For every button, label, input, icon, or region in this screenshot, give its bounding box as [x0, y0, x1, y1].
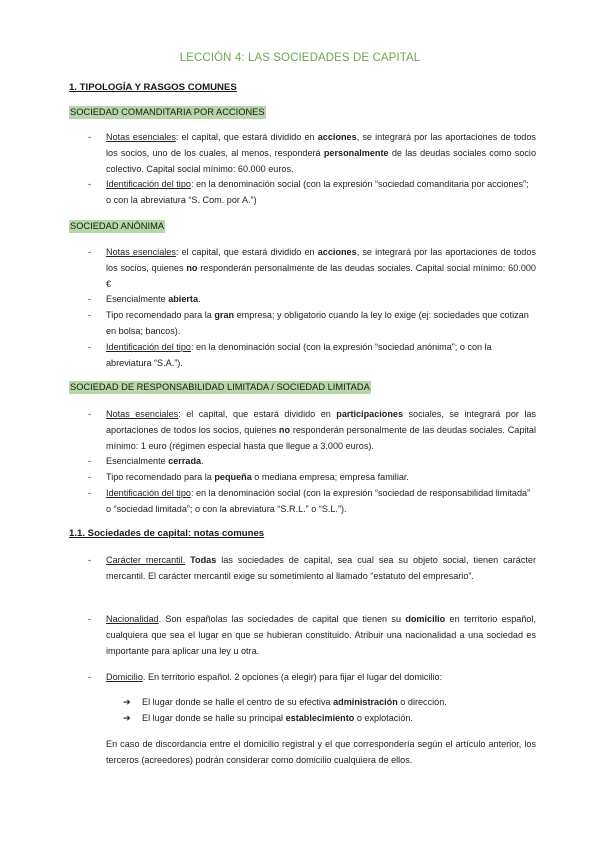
list-item: - Domicilio. En territorio español. 2 opciones (a elegir) para fijar el lugar del domicilio: [88, 670, 536, 686]
domicilio-options [123, 694, 543, 726]
list-item: - Esencialmente abierta. [88, 292, 536, 308]
page-title: LECCIÓN 4: LAS SOCIEDADES DE CAPITAL [179, 52, 421, 64]
arrow-right-icon: ➔ [123, 697, 131, 707]
list-item: - Nacionalidad. Son españolas las sociedades de capital que tienen su domicilio en territorio español, cualquiera que sea el lugar en que se hubieran constituido. Atribuir una nacionalidad a una sociedad es importante para aplicar una ley u otra. [88, 614, 536, 656]
dash-bullet: - [88, 341, 92, 352]
list-sociedad-comanditaria [88, 130, 536, 209]
list-item: ➔ El lugar donde se halle su principal establecimiento o explotación. [123, 710, 543, 726]
list-item: - Tipo recomendado para la gran empresa; y obligatorio cuando la ley lo exige (ej: sociedades que cotizan en bolsa; bancos). [88, 310, 529, 336]
list-sociedad-limitada [88, 407, 536, 518]
section-heading-tipologia: 1. TIPOLOGÍA Y RASGOS COMUNES [69, 82, 237, 93]
dash-bullet: - [88, 247, 92, 257]
dash-bullet: - [88, 409, 92, 419]
list-item: - Identificación del tipo: en la denominación social (con la expresión “sociedad anónima”; o con la abreviatura “S.A.”). [88, 341, 492, 368]
dash-bullet: - [88, 487, 92, 498]
list-item: - Notas esenciales: el capital, que estará dividido en acciones, se integrará por las aportaciones de todos los socios, quienes no responderán personalmente de las deudas sociales. Capital social mínimo: 60.000 € [88, 247, 536, 289]
list-item: ➔ El lugar donde se halle el centro de su efectiva administración o dirección. [123, 694, 543, 710]
heading-sociedad-comanditaria: SOCIEDAD COMANDITARIA POR ACCIONES [70, 107, 265, 117]
dash-bullet: - [88, 555, 92, 565]
list-item: - Esencialmente cerrada. [88, 454, 536, 470]
list-nacionalidad [88, 612, 536, 659]
dash-bullet: - [88, 294, 92, 305]
heading-sociedad-limitada: SOCIEDAD DE RESPONSABILIDAD LIMITADA / SOCIEDAD LIMITADA [70, 382, 370, 392]
domicilio-paragraph: En caso de discordancia entre el domicilio registral y el que correspondería según el artículo anterior, los terceros (acreedores) podrán considerar como domicilio cualquiera de ellos. [106, 739, 536, 765]
dash-bullet: - [88, 179, 92, 190]
list-notas-comunes [88, 553, 536, 585]
heading-sociedad-anonima: SOCIEDAD ANÓNIMA [70, 221, 165, 231]
dash-bullet: - [88, 456, 92, 467]
dash-bullet: - [88, 672, 92, 682]
list-domicilio [88, 670, 536, 686]
list-item: - Identificación del tipo: en la denominación social (con la expresión “sociedad comanditaria por acciones”; o con la abreviatura “S. Com. por A.”) [88, 179, 529, 206]
arrow-right-icon: ➔ [123, 713, 131, 723]
dash-bullet: - [88, 614, 92, 624]
dash-bullet: - [88, 132, 92, 142]
dash-bullet: - [88, 310, 92, 321]
list-item: - Tipo recomendado para la pequeña o mediana empresa; empresa familiar. [88, 470, 536, 486]
list-item: - Carácter mercantil. Todas las sociedades de capital, sea cual sea su objeto social, tienen carácter mercantil. El carácter mercantil exige su sometimiento al llamado “estatuto del empresario”. [88, 555, 536, 581]
dash-bullet: - [88, 472, 92, 483]
list-item: - Notas esenciales: el capital, que estará dividido en acciones, se integrará por las aportaciones de todos los socios, uno de los cuales, al menos, responderá personalmente de las deudas sociales como socio colectivo. Capital social mínimo: 60.000 euros. [88, 132, 536, 174]
list-sociedad-anonima [88, 245, 536, 371]
list-item: - Identificación del tipo: en la denominación social (con la expresión “sociedad de responsabilidad limitada” o “sociedad limitada”; o con la abreviatura “S.R.L.” o “S.L.”). [88, 487, 531, 514]
section-heading-notas-comunes: 1.1. Sociedades de capital: notas comunes [69, 528, 265, 539]
list-item: - Notas esenciales: el capital, que estará dividido en participaciones sociales, se integrará por las aportaciones de todos los socios, quienes no responderán personalmente de las deudas sociales. Capital mínimo: 1 euro (régimen especial hasta que llegue a 3.000 euros). [88, 409, 537, 451]
